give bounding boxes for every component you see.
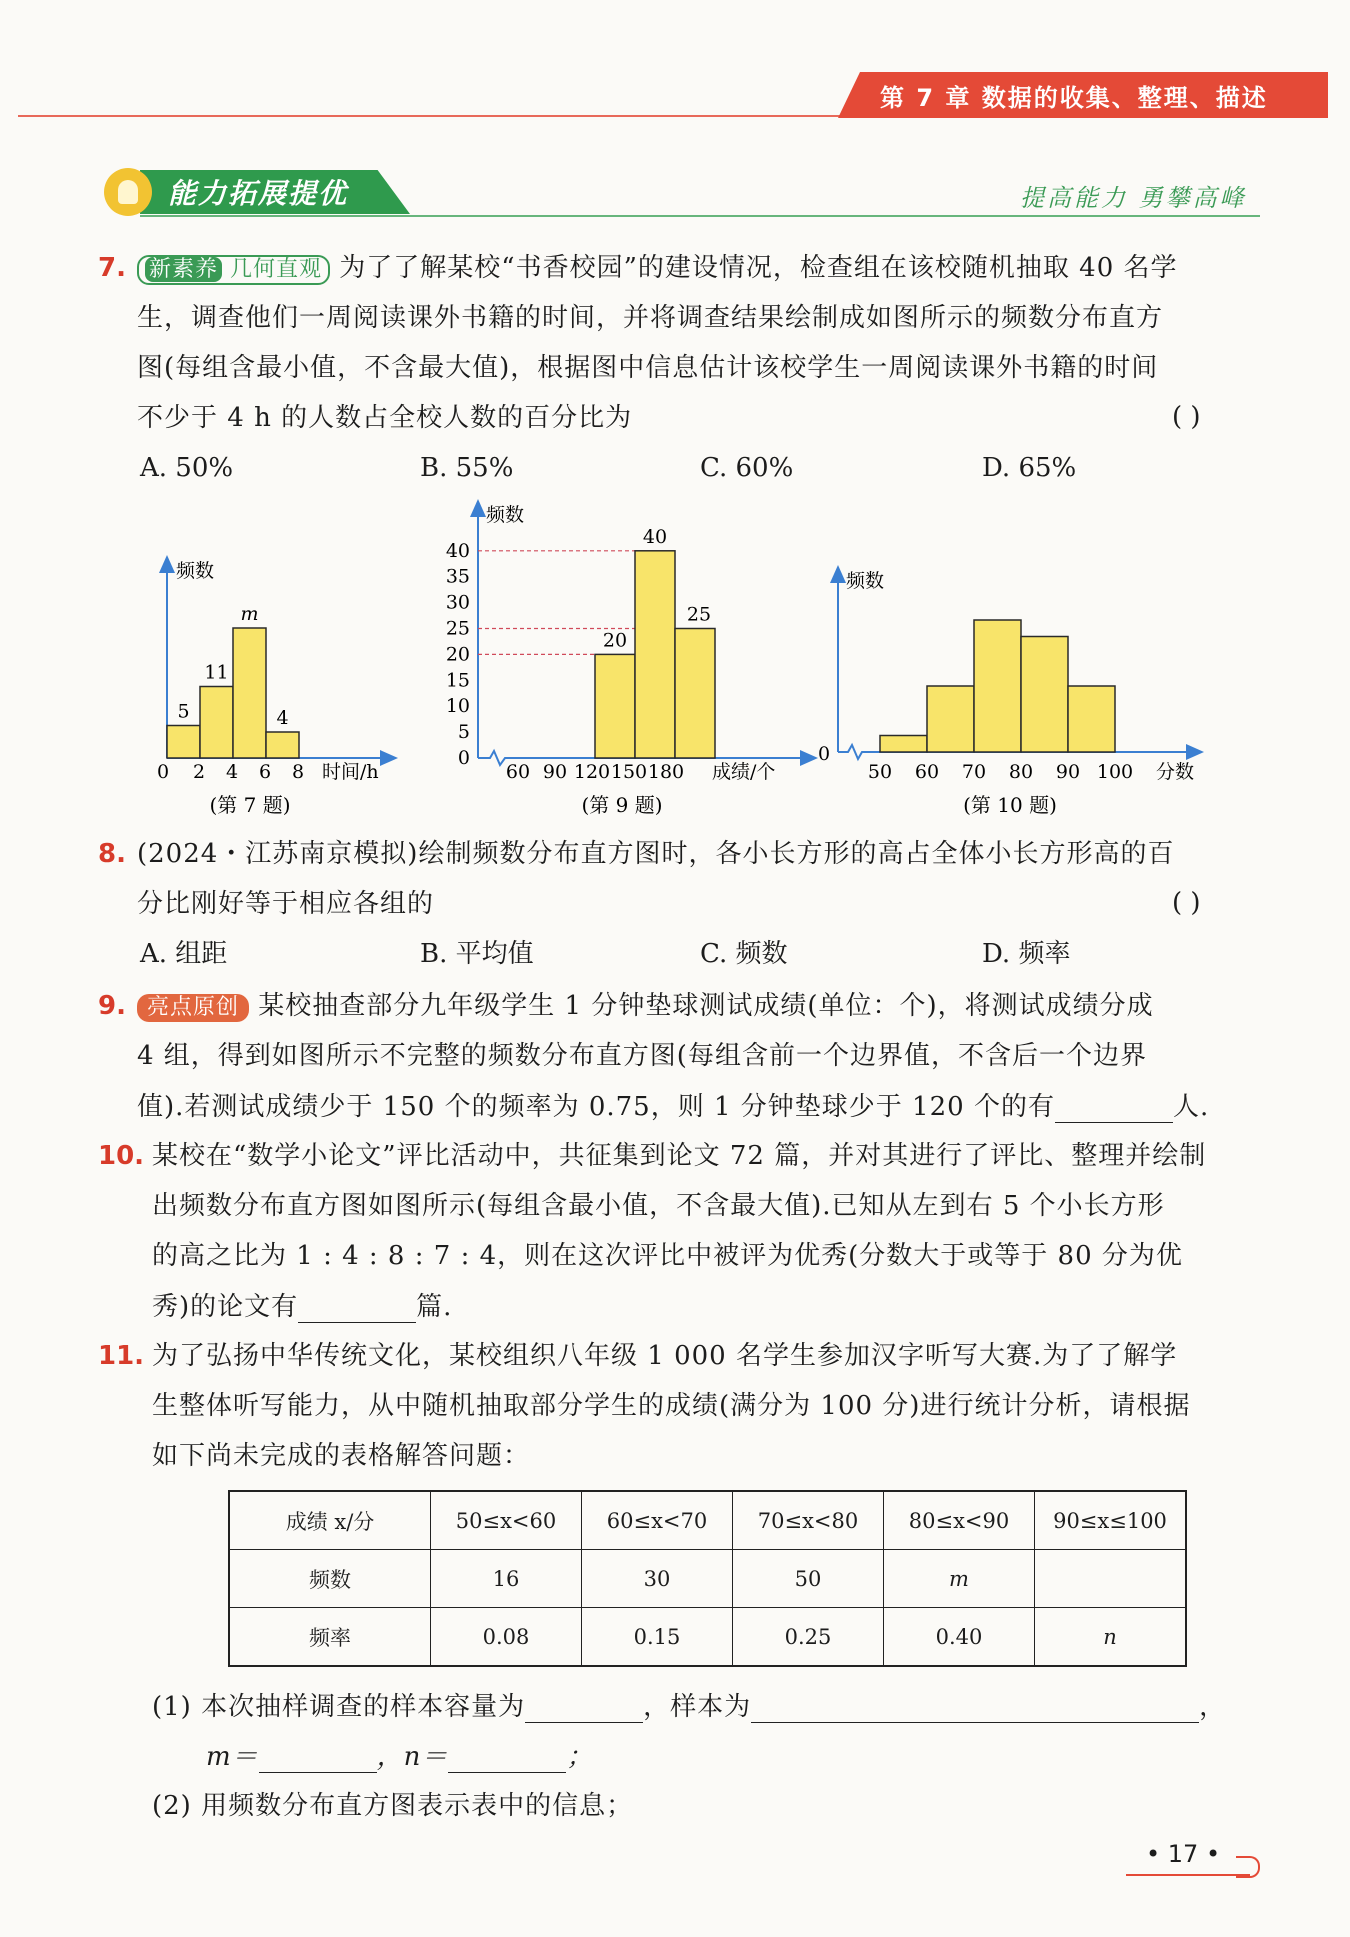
question-8-line-2: 分比刚好等于相应各组的: [137, 889, 435, 919]
question-8-option-c: C. 频数: [700, 939, 788, 969]
score-frequency-table: [228, 1490, 1187, 1667]
fig9-bar-label: 40: [642, 525, 668, 548]
fig9-x-tick: 120: [573, 761, 611, 783]
question-7-badge: [137, 255, 330, 285]
page-hook-icon: [1236, 1856, 1260, 1878]
fig7-tick-6: 6: [258, 761, 272, 783]
question-9-badge: 亮点原创: [137, 994, 249, 1022]
fig9-x-tick: 90: [542, 761, 568, 783]
fig7-tick-4: 4: [225, 761, 239, 783]
question-10-answer-blank[interactable]: [298, 1290, 416, 1323]
table-header-cell: 90≤x≤100: [1035, 1491, 1187, 1550]
question-8-answer-paren: ( ): [1172, 888, 1201, 918]
page-number: • 17 •: [1146, 1840, 1221, 1868]
sample-blank[interactable]: [751, 1690, 1199, 1723]
fig9-x-tick: 150: [610, 761, 648, 783]
question-7-number: 7.: [98, 253, 126, 283]
fig7-xlabel: 时间/h: [322, 761, 379, 783]
question-11-line-1: 为了弘扬中华传统文化，某校组织八年级 1 000 名学生参加汉字听写大赛.为了了解学: [152, 1341, 1178, 1371]
question-7-line-3: 图(每组含最小值，不含最大值)，根据图中信息估计该校学生一周阅读课外书籍的时间: [137, 353, 1159, 383]
fig9-caption: (第 9 题): [581, 793, 663, 817]
question-7-option-b: B. 55%: [420, 453, 514, 483]
table-row: [229, 1491, 1186, 1550]
fig9-y-tick: 30: [445, 591, 470, 614]
table-cell: 0.15: [582, 1608, 733, 1667]
fig10-caption: (第 10 题): [963, 793, 1057, 817]
table-cell: 频率: [229, 1608, 431, 1667]
fig7-tick-2: 2: [192, 761, 206, 783]
section-motto: 提高能力 勇攀高峰: [1020, 184, 1247, 212]
fig7-bar: [200, 687, 233, 759]
question-9-line-2: 4 组，得到如图所示不完整的频数分布直方图(每组含前一个边界值，不含后一个边界: [137, 1041, 1147, 1071]
question-10-line-4: [152, 1290, 452, 1323]
fig9-xlabel: 成绩/个: [712, 761, 776, 783]
question-7-option-d: D. 65%: [982, 453, 1077, 483]
question-9-line-3: [137, 1090, 1209, 1123]
sub1-m-label: m＝: [206, 1742, 259, 1772]
fig9-y-tick: 25: [445, 617, 470, 640]
figures-area: [0, 495, 1350, 825]
fig7-bar-label: 4: [276, 707, 289, 729]
question-8-option-d: D. 频率: [982, 939, 1071, 969]
table-header-cell: 60≤x<70: [582, 1491, 733, 1550]
question-10-line-3: 的高之比为 1 : 4 : 8 : 7 : 4，则在这次评比中被评为优秀(分数大于或等于 80 分为优: [152, 1241, 1183, 1271]
table-cell[interactable]: [1035, 1550, 1187, 1608]
fig7-ylabel: 频数: [176, 560, 215, 582]
fig10-bar: [880, 736, 927, 753]
fig10-x-tick: 100: [1096, 761, 1134, 783]
fig10-bar: [974, 620, 1021, 752]
fig10-xlabel: 分数: [1156, 761, 1195, 783]
fig9-x-tick: 180: [647, 761, 685, 783]
fig9-y-tick: 15: [445, 669, 470, 692]
fig9-bar: [675, 629, 715, 759]
n-value-blank[interactable]: [448, 1740, 566, 1773]
sub1-text-a: (1) 本次抽样调查的样本容量为: [152, 1692, 526, 1722]
fig9-bar: [635, 551, 675, 758]
page-number-rule: [1126, 1874, 1250, 1876]
table-cell: n: [1035, 1608, 1187, 1667]
fig9-bar-label: 25: [686, 603, 712, 626]
badge-sub: 几何直观: [230, 257, 323, 282]
question-10-line-1: 某校在“数学小论文”评比活动中，共征集到论文 72 篇，并对其进行了评比、整理并绘制: [152, 1141, 1207, 1171]
question-9-text-3: 值).若测试成绩少于 150 个的频率为 0.75，则 1 分钟垫球少于 120 个的有: [137, 1092, 1055, 1122]
table-header-cell: 50≤x<60: [431, 1491, 582, 1550]
table-header-cell: 成绩 x/分: [229, 1491, 431, 1550]
fig9-x-tick: 60: [505, 761, 531, 783]
fig9-y-tick: 10: [445, 695, 470, 718]
fig10-x-tick: 70: [961, 761, 987, 783]
fig9-histogram: [446, 504, 810, 817]
question-7-line-4: 不少于 4 h 的人数占全校人数的百分比为: [137, 403, 633, 433]
lightbulb-sprout-icon: [118, 180, 138, 204]
fig10-x-tick: 80: [1008, 761, 1034, 783]
fig10-bar: [927, 686, 974, 752]
fig7-tick-8: 8: [291, 761, 305, 783]
question-11-sub-1-line-2: [206, 1740, 593, 1773]
section-title: 能力拓展提优: [168, 177, 349, 210]
question-11-sub-2: (2) 用频数分布直方图表示表中的信息；: [152, 1791, 634, 1821]
fig7-bar-label: 11: [204, 661, 229, 684]
question-11-sub-1: [152, 1690, 1226, 1723]
badge-main: 新素养: [145, 257, 222, 282]
fig7-bar: [167, 726, 200, 759]
table-header-cell: 70≤x<80: [733, 1491, 884, 1550]
question-7-line-1: [137, 252, 1178, 285]
question-8-number: 8.: [98, 839, 126, 869]
sub1-end: ；: [566, 1742, 594, 1772]
question-7-option-a: A. 50%: [140, 453, 234, 483]
question-8-line-1: (2024・江苏南京模拟)绘制频数分布直方图时，各小长方形的高占全体小长方形高的百: [137, 839, 1175, 869]
fig9-bar-label: 20: [602, 629, 628, 652]
fig7-histogram: [157, 560, 390, 817]
fig10-bar: [1068, 686, 1115, 752]
question-9-text-1: 某校抽查部分九年级学生 1 分钟垫球测试成绩(单位：个)，将测试成绩分成: [258, 991, 1154, 1021]
fig10-ylabel: 频数: [846, 570, 885, 592]
fig9-y-tick: 20: [445, 643, 470, 666]
fig10-histogram: [818, 570, 1196, 817]
fig10-x-tick: 50: [867, 761, 893, 783]
fig9-y-tick: 0: [457, 747, 470, 769]
fig10-origin: 0: [817, 743, 831, 765]
question-7-option-c: C. 60%: [700, 453, 794, 483]
fig9-bar: [595, 654, 635, 758]
table-cell: 0.40: [884, 1608, 1035, 1667]
table-cell: 30: [582, 1550, 733, 1608]
question-9-text-3-end: 人.: [1172, 1092, 1210, 1122]
fig9-ylabel: 频数: [486, 504, 525, 526]
question-9-answer-blank[interactable]: [1055, 1090, 1173, 1123]
table-cell: 50: [733, 1550, 884, 1608]
sub1-text-c: ，: [1199, 1692, 1227, 1722]
sub1-n-label: ，n＝: [376, 1742, 449, 1772]
table-cell: 频数: [229, 1550, 431, 1608]
fig9-y-tick: 40: [445, 539, 470, 562]
question-10-number: 10.: [98, 1141, 145, 1171]
sample-size-blank[interactable]: [525, 1690, 643, 1723]
fig7-tick-0: 0: [156, 761, 170, 783]
table-cell: m: [884, 1550, 1035, 1608]
m-value-blank[interactable]: [259, 1740, 377, 1773]
fig10-bar: [1021, 637, 1068, 753]
table-row: [229, 1608, 1186, 1667]
question-10-text-4-end: 篇.: [416, 1292, 453, 1322]
fig9-y-tick: 35: [445, 565, 470, 588]
fig7-bar: [233, 628, 266, 758]
table-cell: 0.08: [431, 1608, 582, 1667]
sub1-text-b: ，样本为: [643, 1692, 752, 1722]
fig10-x-tick: 90: [1055, 761, 1081, 783]
question-11-line-2: 生整体听写能力，从中随机抽取部分学生的成绩(满分为 100 分)进行统计分析，请根据: [152, 1391, 1191, 1421]
question-11-number: 11.: [98, 1341, 145, 1371]
chapter-title: 第 7 章 数据的收集、整理、描述: [880, 84, 1268, 112]
table-cell: 16: [431, 1550, 582, 1608]
fig9-y-tick: 5: [457, 721, 470, 744]
table-header-cell: 80≤x<90: [884, 1491, 1035, 1550]
question-8-option-a: A. 组距: [140, 939, 228, 969]
question-11-line-3: 如下尚未完成的表格解答问题：: [152, 1441, 531, 1471]
fig7-bar: [266, 732, 299, 758]
question-7-line-2: 生，调查他们一周阅读课外书籍的时间，并将调查结果绘制成如图所示的频数分布直方: [137, 303, 1164, 333]
table-cell: 0.25: [733, 1608, 884, 1667]
question-9-line-1: [137, 990, 1154, 1022]
fig7-bar-label: m: [240, 603, 259, 625]
table-row: [229, 1550, 1186, 1608]
question-7-answer-paren: ( ): [1172, 402, 1201, 432]
question-10-line-2: 出频数分布直方图如图所示(每组含最小值，不含最大值).已知从左到右 5 个小长方形: [152, 1191, 1165, 1221]
fig10-x-tick: 60: [914, 761, 940, 783]
question-7-text-1: 为了了解某校“书香校园”的建设情况，检查组在该校随机抽取 40 名学: [339, 253, 1178, 283]
fig7-bar-label: 5: [177, 700, 190, 723]
section-rule: [140, 215, 1260, 217]
question-9-number: 9.: [98, 991, 126, 1021]
question-10-text-4: 秀)的论文有: [152, 1292, 299, 1322]
fig7-caption: (第 7 题): [209, 793, 291, 817]
question-8-option-b: B. 平均值: [420, 939, 534, 969]
